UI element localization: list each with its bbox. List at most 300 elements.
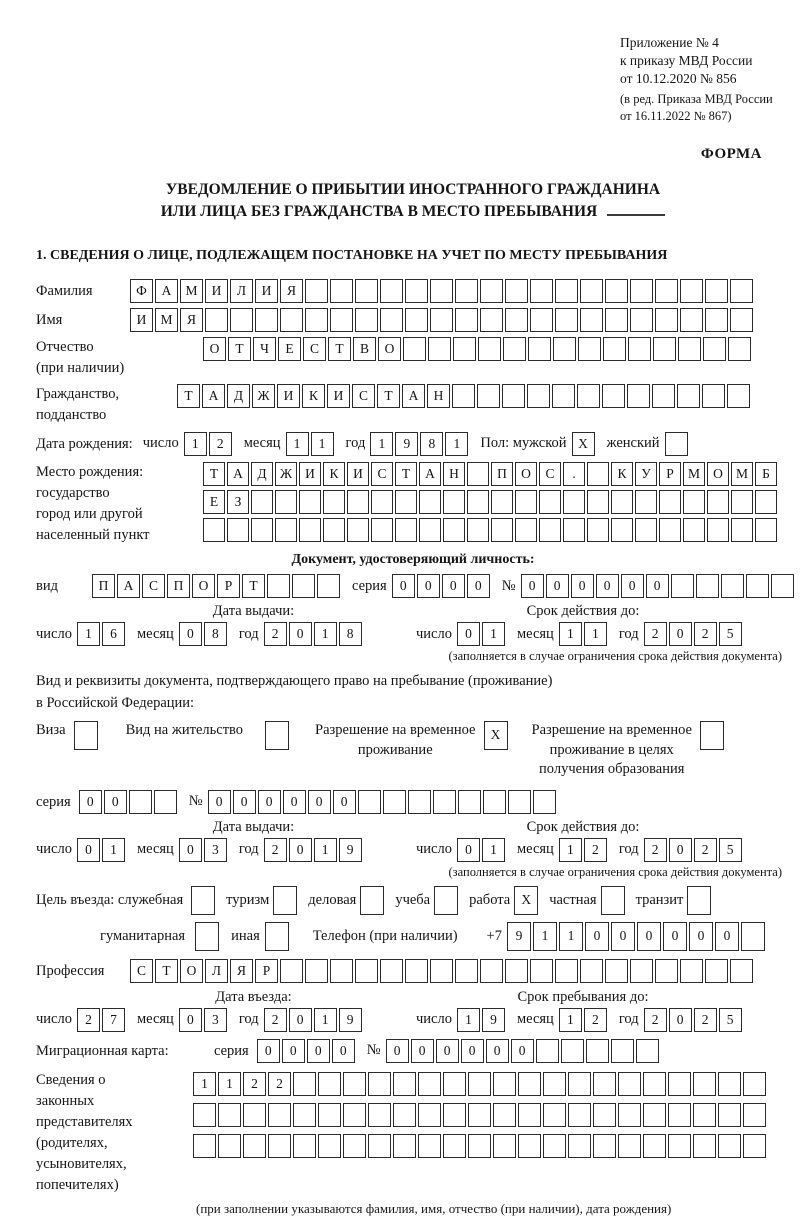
char-box[interactable] [693, 1103, 716, 1127]
char-box[interactable] [251, 490, 273, 514]
char-box[interactable] [593, 1134, 616, 1158]
char-box[interactable] [268, 1134, 291, 1158]
char-box[interactable] [452, 384, 475, 408]
char-box[interactable]: 1 [559, 622, 582, 646]
char-box[interactable] [539, 490, 561, 514]
char-box[interactable] [505, 279, 528, 303]
char-box[interactable] [552, 384, 575, 408]
char-box[interactable] [371, 490, 393, 514]
char-box[interactable] [643, 1103, 666, 1127]
char-box[interactable]: Л [205, 959, 228, 983]
char-box[interactable] [405, 959, 428, 983]
char-box[interactable] [505, 959, 528, 983]
char-box[interactable] [718, 1103, 741, 1127]
char-box[interactable]: 2 [694, 838, 717, 862]
char-box[interactable]: 2 [268, 1072, 291, 1096]
char-box[interactable]: 0 [289, 1008, 312, 1032]
char-box[interactable] [563, 518, 585, 542]
char-box[interactable] [602, 384, 625, 408]
char-box[interactable]: Т [155, 959, 178, 983]
char-box[interactable] [593, 1103, 616, 1127]
char-box[interactable] [508, 790, 531, 814]
char-box[interactable]: 9 [339, 1008, 362, 1032]
char-box[interactable]: 5 [719, 622, 742, 646]
char-box[interactable] [430, 959, 453, 983]
char-box[interactable] [243, 1134, 266, 1158]
char-box[interactable] [347, 490, 369, 514]
char-box[interactable] [218, 1103, 241, 1127]
char-box[interactable] [195, 922, 219, 951]
char-box[interactable]: П [167, 574, 190, 598]
char-box[interactable]: О [192, 574, 215, 598]
char-box[interactable] [539, 518, 561, 542]
char-box[interactable] [707, 518, 729, 542]
char-box[interactable] [652, 384, 675, 408]
char-box[interactable] [491, 490, 513, 514]
char-box[interactable] [419, 490, 441, 514]
char-box[interactable] [428, 337, 451, 361]
char-box[interactable]: 8 [420, 432, 443, 456]
char-box[interactable] [705, 279, 728, 303]
char-box[interactable] [393, 1103, 416, 1127]
char-box[interactable] [741, 922, 765, 951]
char-box[interactable] [665, 432, 688, 456]
char-box[interactable] [635, 518, 657, 542]
char-box[interactable] [323, 490, 345, 514]
char-box[interactable]: 0 [386, 1039, 409, 1063]
char-box[interactable] [403, 337, 426, 361]
char-box[interactable]: 0 [521, 574, 544, 598]
char-box[interactable] [218, 1134, 241, 1158]
char-box[interactable] [455, 279, 478, 303]
char-box[interactable]: А [419, 462, 441, 486]
char-box[interactable] [395, 518, 417, 542]
char-box[interactable]: 0 [621, 574, 644, 598]
char-box[interactable] [515, 518, 537, 542]
char-box[interactable]: 1 [533, 922, 557, 951]
char-box[interactable]: К [323, 462, 345, 486]
char-box[interactable] [743, 1134, 766, 1158]
char-box[interactable] [265, 721, 289, 750]
char-box[interactable] [655, 308, 678, 332]
char-box[interactable] [74, 721, 98, 750]
char-box[interactable] [743, 1072, 766, 1096]
char-box[interactable] [731, 518, 753, 542]
char-box[interactable]: 0 [669, 1008, 692, 1032]
char-box[interactable]: Д [227, 384, 250, 408]
char-box[interactable] [347, 518, 369, 542]
char-box[interactable]: 0 [511, 1039, 534, 1063]
char-box[interactable]: 0 [689, 922, 713, 951]
char-box[interactable]: Ф [130, 279, 153, 303]
char-box[interactable] [696, 574, 719, 598]
char-box[interactable] [730, 279, 753, 303]
char-box[interactable] [580, 279, 603, 303]
char-box[interactable] [368, 1103, 391, 1127]
char-box[interactable]: 0 [486, 1039, 509, 1063]
char-box[interactable] [611, 518, 633, 542]
char-box[interactable]: 5 [719, 838, 742, 862]
char-box[interactable]: Д [251, 462, 273, 486]
char-box[interactable]: 8 [204, 622, 227, 646]
char-box[interactable] [227, 518, 249, 542]
char-box[interactable]: А [227, 462, 249, 486]
char-box[interactable] [705, 308, 728, 332]
char-box[interactable] [693, 1072, 716, 1096]
char-box[interactable] [443, 518, 465, 542]
char-box[interactable]: 0 [289, 622, 312, 646]
char-box[interactable] [299, 518, 321, 542]
char-box[interactable]: 1 [102, 838, 125, 862]
char-box[interactable] [653, 337, 676, 361]
char-box[interactable] [630, 279, 653, 303]
char-box[interactable] [593, 1072, 616, 1096]
char-box[interactable]: С [142, 574, 165, 598]
char-box[interactable] [405, 308, 428, 332]
char-box[interactable]: Т [328, 337, 351, 361]
char-box[interactable]: 3 [204, 1008, 227, 1032]
char-box[interactable] [530, 959, 553, 983]
char-box[interactable]: М [180, 279, 203, 303]
char-box[interactable]: 0 [646, 574, 669, 598]
char-box[interactable] [408, 790, 431, 814]
char-box[interactable]: 0 [571, 574, 594, 598]
char-box[interactable] [635, 490, 657, 514]
char-box[interactable]: X [514, 886, 538, 915]
char-box[interactable] [680, 308, 703, 332]
char-box[interactable] [493, 1134, 516, 1158]
char-box[interactable]: 9 [482, 1008, 505, 1032]
char-box[interactable]: 0 [611, 922, 635, 951]
char-box[interactable]: 0 [457, 838, 480, 862]
char-box[interactable] [330, 308, 353, 332]
char-box[interactable] [419, 518, 441, 542]
char-box[interactable] [193, 1134, 216, 1158]
char-box[interactable] [230, 308, 253, 332]
char-box[interactable] [668, 1072, 691, 1096]
char-box[interactable]: А [202, 384, 225, 408]
char-box[interactable] [273, 886, 297, 915]
char-box[interactable] [455, 308, 478, 332]
char-box[interactable] [563, 490, 585, 514]
char-box[interactable] [693, 1134, 716, 1158]
char-box[interactable]: 1 [457, 1008, 480, 1032]
char-box[interactable]: 0 [411, 1039, 434, 1063]
char-box[interactable]: 2 [644, 622, 667, 646]
char-box[interactable] [678, 337, 701, 361]
char-box[interactable] [568, 1103, 591, 1127]
char-box[interactable] [611, 490, 633, 514]
char-box[interactable]: 0 [333, 790, 356, 814]
char-box[interactable] [705, 959, 728, 983]
char-box[interactable] [700, 721, 724, 750]
char-box[interactable]: Е [278, 337, 301, 361]
char-box[interactable] [468, 1103, 491, 1127]
char-box[interactable] [305, 279, 328, 303]
char-box[interactable]: 0 [461, 1039, 484, 1063]
char-box[interactable] [393, 1072, 416, 1096]
char-box[interactable]: 0 [257, 1039, 280, 1063]
char-box[interactable] [628, 337, 651, 361]
char-box[interactable] [418, 1134, 441, 1158]
char-box[interactable] [731, 490, 753, 514]
char-box[interactable]: 0 [179, 622, 202, 646]
char-box[interactable] [129, 790, 152, 814]
char-box[interactable] [318, 1103, 341, 1127]
char-box[interactable] [430, 308, 453, 332]
char-box[interactable] [601, 886, 625, 915]
char-box[interactable] [530, 279, 553, 303]
char-box[interactable] [458, 790, 481, 814]
char-box[interactable]: Л [230, 279, 253, 303]
char-box[interactable] [443, 1072, 466, 1096]
char-box[interactable] [555, 959, 578, 983]
char-box[interactable] [267, 574, 290, 598]
char-box[interactable] [468, 1072, 491, 1096]
char-box[interactable] [605, 279, 628, 303]
char-box[interactable]: С [303, 337, 326, 361]
char-box[interactable] [318, 1134, 341, 1158]
char-box[interactable] [255, 308, 278, 332]
char-box[interactable]: 9 [339, 838, 362, 862]
char-box[interactable]: С [371, 462, 393, 486]
char-box[interactable] [355, 959, 378, 983]
char-box[interactable]: 9 [507, 922, 531, 951]
char-box[interactable]: 2 [694, 622, 717, 646]
char-box[interactable] [727, 384, 750, 408]
char-box[interactable]: Т [377, 384, 400, 408]
char-box[interactable] [568, 1072, 591, 1096]
char-box[interactable]: 1 [314, 1008, 337, 1032]
char-box[interactable]: Н [427, 384, 450, 408]
char-box[interactable] [418, 1072, 441, 1096]
char-box[interactable] [677, 384, 700, 408]
char-box[interactable] [536, 1039, 559, 1063]
char-box[interactable] [668, 1134, 691, 1158]
char-box[interactable] [380, 959, 403, 983]
char-box[interactable]: 0 [307, 1039, 330, 1063]
char-box[interactable] [483, 790, 506, 814]
char-box[interactable]: 0 [283, 790, 306, 814]
char-box[interactable] [518, 1072, 541, 1096]
char-box[interactable] [478, 337, 501, 361]
char-box[interactable] [721, 574, 744, 598]
char-box[interactable] [518, 1134, 541, 1158]
char-box[interactable] [360, 886, 384, 915]
char-box[interactable]: 0 [179, 838, 202, 862]
char-box[interactable] [611, 1039, 634, 1063]
char-box[interactable] [728, 337, 751, 361]
char-box[interactable] [323, 518, 345, 542]
char-box[interactable] [568, 1134, 591, 1158]
char-box[interactable] [683, 490, 705, 514]
char-box[interactable] [393, 1134, 416, 1158]
char-box[interactable] [380, 308, 403, 332]
char-box[interactable]: М [155, 308, 178, 332]
char-box[interactable] [555, 308, 578, 332]
char-box[interactable]: 0 [442, 574, 465, 598]
char-box[interactable] [480, 959, 503, 983]
char-box[interactable]: Т [395, 462, 417, 486]
char-box[interactable]: 0 [332, 1039, 355, 1063]
char-box[interactable] [718, 1072, 741, 1096]
char-box[interactable]: 1 [77, 622, 100, 646]
char-box[interactable] [755, 490, 777, 514]
char-box[interactable]: 0 [258, 790, 281, 814]
char-box[interactable] [680, 959, 703, 983]
char-box[interactable] [383, 790, 406, 814]
char-box[interactable]: 1 [314, 622, 337, 646]
char-box[interactable] [493, 1072, 516, 1096]
char-box[interactable] [433, 790, 456, 814]
char-box[interactable] [543, 1103, 566, 1127]
char-box[interactable]: 0 [715, 922, 739, 951]
char-box[interactable] [578, 337, 601, 361]
char-box[interactable] [587, 490, 609, 514]
char-box[interactable]: Н [443, 462, 465, 486]
char-box[interactable]: 1 [482, 622, 505, 646]
char-box[interactable] [587, 518, 609, 542]
char-box[interactable] [293, 1103, 316, 1127]
char-box[interactable] [687, 886, 711, 915]
char-box[interactable] [395, 490, 417, 514]
char-box[interactable]: Т [177, 384, 200, 408]
char-box[interactable] [618, 1072, 641, 1096]
char-box[interactable] [703, 337, 726, 361]
char-box[interactable]: 2 [264, 622, 287, 646]
char-box[interactable] [443, 490, 465, 514]
char-box[interactable] [493, 1103, 516, 1127]
char-box[interactable]: 1 [584, 622, 607, 646]
char-box[interactable]: О [707, 462, 729, 486]
char-box[interactable] [405, 279, 428, 303]
char-box[interactable] [251, 518, 273, 542]
char-box[interactable]: . [563, 462, 585, 486]
char-box[interactable] [343, 1134, 366, 1158]
char-box[interactable]: 0 [457, 622, 480, 646]
char-box[interactable] [305, 308, 328, 332]
char-box[interactable] [655, 279, 678, 303]
char-box[interactable]: 5 [719, 1008, 742, 1032]
char-box[interactable]: Т [228, 337, 251, 361]
char-box[interactable]: 1 [184, 432, 207, 456]
char-box[interactable] [502, 384, 525, 408]
char-box[interactable]: Т [203, 462, 225, 486]
char-box[interactable] [330, 959, 353, 983]
char-box[interactable]: 6 [102, 622, 125, 646]
char-box[interactable] [643, 1134, 666, 1158]
char-box[interactable]: 0 [289, 838, 312, 862]
char-box[interactable]: X [572, 432, 595, 456]
char-box[interactable] [434, 886, 458, 915]
char-box[interactable] [265, 922, 289, 951]
char-box[interactable]: А [155, 279, 178, 303]
char-box[interactable]: Я [280, 279, 303, 303]
char-box[interactable]: П [491, 462, 513, 486]
char-box[interactable]: 2 [209, 432, 232, 456]
char-box[interactable]: 0 [663, 922, 687, 951]
char-box[interactable] [655, 959, 678, 983]
char-box[interactable]: О [203, 337, 226, 361]
char-box[interactable] [477, 384, 500, 408]
char-box[interactable] [355, 308, 378, 332]
char-box[interactable]: 1 [193, 1072, 216, 1096]
char-box[interactable]: 2 [264, 1008, 287, 1032]
char-box[interactable]: М [731, 462, 753, 486]
char-box[interactable] [203, 518, 225, 542]
char-box[interactable] [191, 886, 215, 915]
char-box[interactable] [659, 518, 681, 542]
char-box[interactable]: Б [755, 462, 777, 486]
char-box[interactable] [368, 1134, 391, 1158]
char-box[interactable] [643, 1072, 666, 1096]
char-box[interactable]: 0 [637, 922, 661, 951]
char-box[interactable]: 0 [546, 574, 569, 598]
char-box[interactable]: И [347, 462, 369, 486]
char-box[interactable]: Ч [253, 337, 276, 361]
char-box[interactable] [330, 279, 353, 303]
char-box[interactable] [718, 1134, 741, 1158]
char-box[interactable]: 0 [669, 622, 692, 646]
char-box[interactable]: 9 [395, 432, 418, 456]
char-box[interactable]: Е [203, 490, 225, 514]
char-box[interactable]: 1 [559, 1008, 582, 1032]
char-box[interactable]: 3 [204, 838, 227, 862]
char-box[interactable]: 0 [308, 790, 331, 814]
char-box[interactable]: Т [242, 574, 265, 598]
char-box[interactable]: Ж [252, 384, 275, 408]
char-box[interactable]: Я [230, 959, 253, 983]
char-box[interactable] [480, 308, 503, 332]
char-box[interactable]: 2 [644, 1008, 667, 1032]
char-box[interactable] [275, 518, 297, 542]
char-box[interactable]: И [255, 279, 278, 303]
char-box[interactable] [730, 308, 753, 332]
char-box[interactable]: 7 [102, 1008, 125, 1032]
char-box[interactable]: П [92, 574, 115, 598]
char-box[interactable]: К [302, 384, 325, 408]
char-box[interactable] [605, 959, 628, 983]
char-box[interactable] [443, 1134, 466, 1158]
char-box[interactable]: О [515, 462, 537, 486]
char-box[interactable] [577, 384, 600, 408]
char-box[interactable]: 1 [218, 1072, 241, 1096]
char-box[interactable]: 0 [282, 1039, 305, 1063]
char-box[interactable]: 0 [79, 790, 102, 814]
char-box[interactable] [491, 518, 513, 542]
char-box[interactable] [243, 1103, 266, 1127]
char-box[interactable]: 1 [445, 432, 468, 456]
char-box[interactable] [659, 490, 681, 514]
char-box[interactable] [443, 1103, 466, 1127]
char-box[interactable] [543, 1134, 566, 1158]
char-box[interactable] [743, 1103, 766, 1127]
char-box[interactable]: И [130, 308, 153, 332]
char-box[interactable] [580, 959, 603, 983]
char-box[interactable] [467, 462, 489, 486]
char-box[interactable]: 0 [77, 838, 100, 862]
char-box[interactable]: И [277, 384, 300, 408]
char-box[interactable]: X [484, 721, 508, 750]
char-box[interactable] [358, 790, 381, 814]
char-box[interactable] [605, 308, 628, 332]
char-box[interactable] [746, 574, 769, 598]
char-box[interactable] [533, 790, 556, 814]
char-box[interactable] [343, 1103, 366, 1127]
char-box[interactable]: 0 [669, 838, 692, 862]
char-box[interactable] [630, 959, 653, 983]
char-box[interactable]: С [352, 384, 375, 408]
